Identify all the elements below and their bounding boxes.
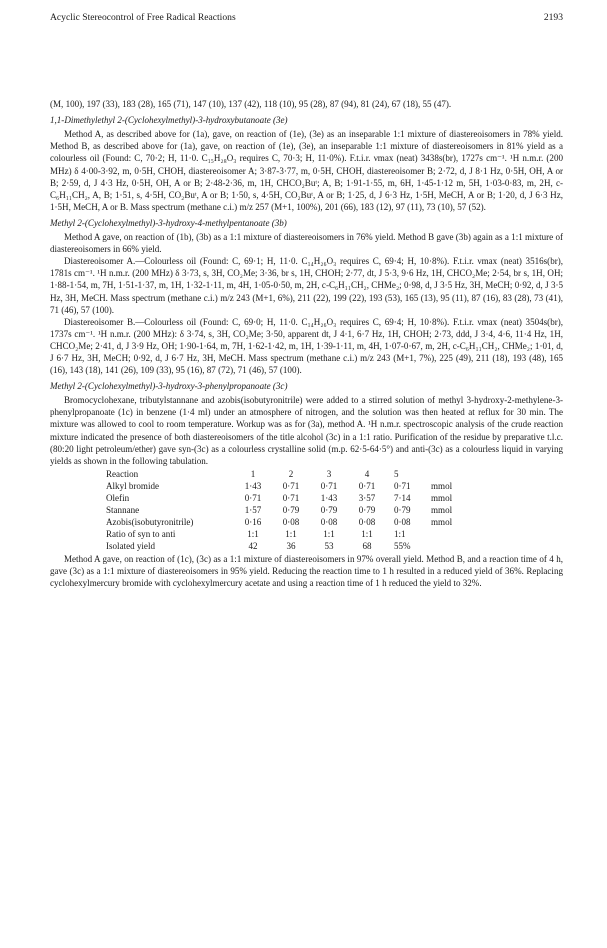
- row-label: Isolated yield: [106, 540, 155, 551]
- table-cell: 0·79: [320, 504, 338, 515]
- row-label: Olefin: [106, 492, 130, 503]
- row-label: Reaction: [106, 468, 139, 479]
- paragraph-3b-diastereoisomer-a: Diastereoisomer A.—Colourless oil (Found: C, 69·1; H, 11·0. C₁₄H₂₆O₃ requires C, 69·4; H, 10·8%). F.t.i.r. νmax (neat) 3516s(br), 1781s cm⁻¹. ¹H n.m.r. (200 MHz) δ 3·73, s, 3H, CO₂Me; 3·36, br s, 1H, CHOH; 2·77, dt, J 5·3, 9·6 Hz, 1H, CHCO₂Me; 2·54, br s, 1H, OH; 1·88-1·54, m, 7H, 1·51-1·37, m, 1H, 1·32-1·11, m, 4H, 1·05-0·50, m, 2H, c-C₆H₁₁CH₂, CHMe₂; 0·98, d, J 3·5 Hz, 3H, MeCH; 0·92, d, J 3·5 Hz, 3H, MeCH. Mass spectrum (methane c.i.) m/z 243 (M+1, 6%), 211 (22), 199 (22), 193 (53), 165 (13), 95 (11), 87 (16), 83 (28), 73 (41), 71 (46), 57 (100).: [50, 256, 563, 315]
- table-cell: 42: [248, 540, 258, 551]
- table-cell: 0·71: [282, 480, 300, 491]
- table-row: [106, 480, 452, 492]
- table-cell: 36: [286, 540, 296, 551]
- row-label: Stannane: [106, 504, 140, 515]
- table-row: [106, 492, 452, 504]
- running-header: [50, 12, 563, 24]
- table-cell: 0·71: [394, 480, 411, 491]
- unit-cell: mmol: [431, 480, 453, 491]
- table-cell: 1:1: [361, 528, 373, 539]
- paragraph-3e: Method A, as described above for (1a), gave, on reaction of (1e), (3e) as an inseparable 1:1 mixture of diastereoisomers in 78% yield. Method B, as described above for (1a), gave, on reaction of (1e), (3e), an inseparable 1:1 mixture of diastereoisomers in 81% yield as a colourless oil (Found: C, 70·2; H, 11·0. C₁₅H₂₈O₃ requires C, 70·3; H, 11·0%). F.t.i.r. νmax (neat) 3438s(br), 1727s cm⁻¹. ¹H n.m.r. (200 MHz) δ 4·00-3·92, m, 0·5H, CHOH, diastereoisomer A; 3·87-3·77, m, 0·5H, CHOH, diastereoisomer B; 2·72, d, J 8·1 Hz, 0·5H, OH, A or B; 2·59, d, J 4·3 Hz, 0·5H, OH, A or B; 2·48-2·36, m, 1H, CHCO₂Buᵗ; A, B; 1·91-1·55, m, 6H, 1·45-1·12 m, 5H, 1·03-0·83, m, 2H, c-C₆H₁₁CH₂, A, B; 1·51, s, 4·5H, CO₂Buᵗ, A or B; 1·50, s, 4·5H, CO₂Buᵗ, A or B; 1·25, d, J 6·3 Hz, 1·5H, MeCH, A or B; 1·20, d, J 6·3 Hz, 1·5H, MeCH, A or B. Mass spectrum (methane c.i.) m/z 257 (M+1, 100%), 201 (66), 183 (12), 97 (11), 73 (10), 57 (52).: [50, 129, 563, 212]
- paragraph-3b-diastereoisomer-b: Diastereoisomer B.—Colourless oil (Found: C, 69·0; H, 11·0. C₁₄H₂₆O₃ requires C, 69·4; H, 10·8%). F.t.i.r. νmax (neat) 3504s(br), 1737s cm⁻¹. ¹H n.m.r. (200 MHz): δ 3·74, s, 3H, CO₂Me; 3·50, apparent dt, J 4·1, 6·7 Hz, 1H, CHOH; 2·73, ddd, J 3·4, 4·6, 11·4 Hz, 1H, CHCO₂Me; 2·41, d, J 3·9 Hz, OH; 1·90-1·64, m, 7H, 1·62-1·42, m, 1H, 1·39-1·11, m, 4H, 1·07-0·67, m, 2H, c-C₆H₁₁CH₂, CHMe₂; 1·01, d, J 6·7 Hz, 3H, MeCH; 0·92, d, J 6·7 Hz, 3H, MeCH. Mass spectrum (methane c.i.) m/z 243 (M+1, 7%), 225 (49), 211 (18), 193 (48), 165 (16), 143 (18), 141 (26), 109 (33), 95 (16), 87 (72), 71 (46), 57 (100).: [50, 316, 563, 376]
- table-cell: 4: [364, 468, 370, 479]
- table-cell: 0·79: [282, 504, 300, 515]
- table-cell: 1:1: [323, 528, 335, 539]
- table-cell: 0·71: [244, 492, 262, 503]
- table-cell: 68: [362, 540, 372, 551]
- table-cell: 0·16: [244, 516, 262, 527]
- table-row: [106, 504, 452, 516]
- table-cell: 0·71: [282, 492, 300, 503]
- table-row: [106, 540, 452, 552]
- table-cell: 1:1: [394, 528, 406, 539]
- table-cell: 0·71: [320, 480, 338, 491]
- table-cell: 2: [288, 468, 294, 479]
- table-cell: 7·14: [394, 492, 411, 503]
- compound-heading-3b: Methyl 2-(Cyclohexylmethyl)-3-hydroxy-4-methylpentanoate (3b): [50, 217, 287, 228]
- mass-spectrum-continuation: (M, 100), 197 (33), 183 (28), 165 (71), 147 (10), 137 (42), 118 (10), 95 (28), 87 (94), 81 (24), 67 (18), 55 (47).: [50, 99, 452, 110]
- compound-heading-3e: 1,1-Dimethylethyl 2-(Cyclohexylmethyl)-3-hydroxybutanoate (3e): [50, 115, 288, 126]
- table-cell: 0·08: [394, 516, 411, 527]
- row-label: Alkyl bromide: [106, 480, 160, 491]
- table-cell: 1: [250, 468, 256, 479]
- row-label: Ratio of syn to anti: [106, 528, 176, 539]
- unit-cell: [428, 528, 452, 540]
- table-cell: 3·57: [358, 492, 376, 503]
- table-cell: 1·57: [244, 504, 262, 515]
- table-row: [106, 528, 452, 540]
- table-cell: 1:1: [247, 528, 259, 539]
- table-cell: 3: [326, 468, 332, 479]
- paragraph-final: Method A gave, on reaction of (1c), (3c) as a 1:1 mixture of diastereoisomers in 97% overall yield. Method B, and a reaction time of 4 h, gave (3c) as a 1:1 mixture of diastereoisomers in 95% yield. Reducing the reaction time to 1 h resulted in a reduced yield of 36%. Replacing cyclohexylmercury bromide with cyclohexylmercury acetate and using a reaction time of 1 h reduced the yield to 32%.: [50, 553, 563, 588]
- table-cell: 0·08: [358, 516, 376, 527]
- table-cell: 5: [394, 468, 399, 479]
- reaction-table: [106, 468, 452, 552]
- compound-heading-3c: Methyl 2-(Cyclohexylmethyl)-3-hydroxy-3-phenylpropanoate (3c): [50, 381, 288, 392]
- table-cell: 1·43: [320, 492, 338, 503]
- running-title: Acyclic Stereocontrol of Free Radical Reactions: [50, 12, 236, 23]
- unit-cell: mmol: [431, 504, 453, 515]
- unit-cell: mmol: [431, 516, 453, 527]
- table-cell: 0·79: [358, 504, 376, 515]
- table-cell: 0·08: [320, 516, 338, 527]
- table-cell: 55%: [394, 540, 411, 551]
- table-cell: 0·08: [282, 516, 300, 527]
- table-cell: 1·43: [244, 480, 262, 491]
- unit-cell: mmol: [431, 492, 453, 503]
- table-row: [106, 468, 452, 480]
- page-number: 2193: [543, 12, 563, 23]
- unit-cell: [428, 468, 452, 480]
- paragraph-3b: Method A gave, on reaction of (1b), (3b) as a 1:1 mixture of diastereoisomers in 76% yield. Method B gave (3b) again as a 1:1 mixture of diastereoisomers in 66% yield.: [50, 232, 563, 255]
- table-cell: 1:1: [285, 528, 297, 539]
- table-cell: 0·71: [358, 480, 376, 491]
- table-cell: 0·79: [394, 504, 411, 515]
- unit-cell: [428, 540, 452, 552]
- table-row: [106, 516, 452, 528]
- paragraph-3c: Bromocyclohexane, tributylstannane and azobis(isobutyronitrile) were added to a stirred solution of methyl 3-hydroxy-2-methylene-3-phenylpropanoate (1c) in benzene (1·4 ml) under an atmosphere of nitrogen, and the solution was then heated at reflux for 30 min. The mixture was allowed to cool to room temperature. Workup was as for (3a), method A. ¹H n.m.r. spectroscopic analysis of the crude reaction mixture indicated the presence of both diastereoisomers of the title alcohol (3c) in a 1:1 ratio. Purification of the residue by preparative t.l.c. (80:20 light petroleum/ether) gave syn-(3c) as a colourless crystalline solid (m.p. 62·5-64·5°) and anti-(3c) as a colourless liquid in varying yields as shown in the following tabulation.: [50, 395, 563, 466]
- row-label: Azobis(isobutyronitrile): [106, 516, 194, 527]
- table-cell: 53: [324, 540, 334, 551]
